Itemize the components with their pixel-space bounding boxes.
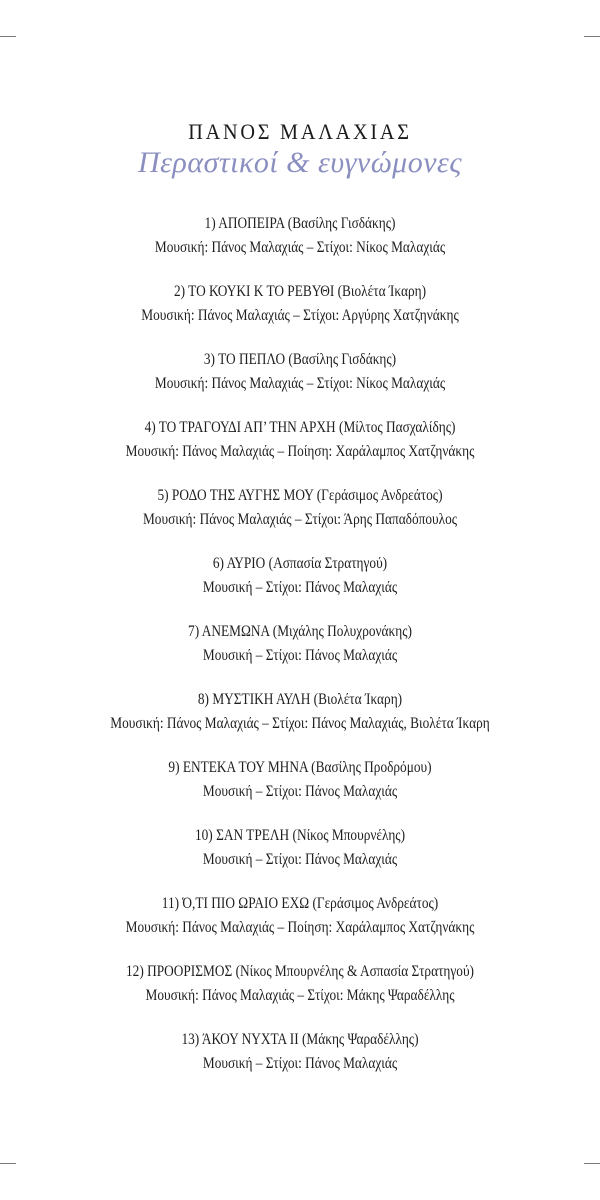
artist-name: ΠΑΝΟΣ ΜΑΛΑΧΙΑΣ xyxy=(188,119,412,144)
crop-mark-top-left xyxy=(0,36,16,37)
track-credits: Μουσική: Πάνος Μαλαχιάς – Στίχοι: Νίκος Μαλαχιάς xyxy=(154,239,446,256)
track-item-8 xyxy=(0,688,600,756)
crop-mark-bottom-left xyxy=(0,1163,16,1164)
track-list xyxy=(0,212,600,1096)
track-credits: Μουσική – Στίχοι: Πάνος Μαλαχιάς xyxy=(202,851,398,868)
track-title: 9) ΕΝΤΕΚΑ ΤΟΥ ΜΗΝΑ (Βασίλης Προδρόμου) xyxy=(168,759,432,776)
track-credits: Μουσική: Πάνος Μαλαχιάς – Στίχοι: Άρης Παπαδόπουλος xyxy=(142,511,458,528)
track-credits: Μουσική: Πάνος Μαλαχιάς – Στίχοι: Αργύρης Χατζηνάκης xyxy=(141,307,459,324)
track-credits: Μουσική: Πάνος Μαλαχιάς – Ποίηση: Χαράλαμπος Χατζηνάκης xyxy=(125,443,475,460)
track-item-7 xyxy=(0,620,600,688)
crop-mark-bottom-right xyxy=(584,1163,600,1164)
track-item-12 xyxy=(0,960,600,1028)
track-item-9 xyxy=(0,756,600,824)
track-item-1 xyxy=(0,212,600,280)
track-title: 7) ΑΝΕΜΩΝΑ (Μιχάλης Πολυχρονάκης) xyxy=(188,623,412,640)
track-title: 3) ΤΟ ΠΕΠΛΟ (Βασίλης Γισδάκης) xyxy=(203,351,397,368)
track-credits: Μουσική – Στίχοι: Πάνος Μαλαχιάς xyxy=(202,647,398,664)
track-credits: Μουσική – Στίχοι: Πάνος Μαλαχιάς xyxy=(202,783,398,800)
track-item-10 xyxy=(0,824,600,892)
track-item-13 xyxy=(0,1028,600,1096)
track-title: 10) ΣΑΝ ΤΡΕΛΗ (Νίκος Μπουρνέλης) xyxy=(194,827,406,844)
track-item-3 xyxy=(0,348,600,416)
track-title: 1) ΑΠΟΠΕΙΡΑ (Βασίλης Γισδάκης) xyxy=(204,215,396,232)
track-item-2 xyxy=(0,280,600,348)
booklet-header xyxy=(0,118,600,180)
track-item-5 xyxy=(0,484,600,552)
crop-mark-top-right xyxy=(584,36,600,37)
track-credits: Μουσική – Στίχοι: Πάνος Μαλαχιάς xyxy=(202,1055,398,1072)
track-credits: Μουσική: Πάνος Μαλαχιάς – Στίχοι: Νίκος Μαλαχιάς xyxy=(154,375,446,392)
track-title: 2) ΤΟ ΚΟΥΚΙ Κ ΤΟ ΡΕΒΥΘΙ (Βιολέτα Ίκαρη) xyxy=(173,283,427,300)
track-credits: Μουσική: Πάνος Μαλαχιάς – Στίχοι: Μάκης Ψαραδέλλης xyxy=(145,987,455,1004)
track-title: 4) ΤΟ ΤΡΑΓΟΥΔΙ ΑΠ’ ΤΗΝ ΑΡΧΗ (Μίλτος Πασχαλίδης) xyxy=(144,419,456,436)
track-title: 8) ΜΥΣΤΙΚΗ ΑΥΛΗ (Βιολέτα Ίκαρη) xyxy=(197,691,403,708)
track-title: 5) ΡΟΔΟ ΤΗΣ ΑΥΓΗΣ ΜΟΥ (Γεράσιμος Ανδρεάτος) xyxy=(157,487,443,504)
track-title: 6) ΑΥΡΙΟ (Ασπασία Στρατηγού) xyxy=(212,555,388,572)
track-item-6 xyxy=(0,552,600,620)
track-title: 12) ΠΡΟΟΡΙΣΜΟΣ (Νίκος Μπουρνέλης & Ασπασία Στρατηγού) xyxy=(125,963,475,980)
track-credits: Μουσική: Πάνος Μαλαχιάς – Στίχοι: Πάνος Μαλαχιάς, Βιολέτα Ίκαρη xyxy=(110,715,490,732)
track-credits: Μουσική: Πάνος Μαλαχιάς – Ποίηση: Χαράλαμπος Χατζηνάκης xyxy=(125,919,475,936)
track-title: 13) ΆΚΟΥ ΝΥΧΤΑ ΙΙ (Μάκης Ψαραδέλλης) xyxy=(181,1031,419,1048)
track-credits: Μουσική – Στίχοι: Πάνος Μαλαχιάς xyxy=(202,579,398,596)
track-item-11 xyxy=(0,892,600,960)
track-title: 11) Ό,ΤΙ ΠΙΟ ΩΡΑΙΟ ΕΧΩ (Γεράσιμος Ανδρεάτος) xyxy=(161,895,439,912)
track-item-4 xyxy=(0,416,600,484)
album-title: Περαστικοί & ευγνώμονες xyxy=(137,146,463,179)
